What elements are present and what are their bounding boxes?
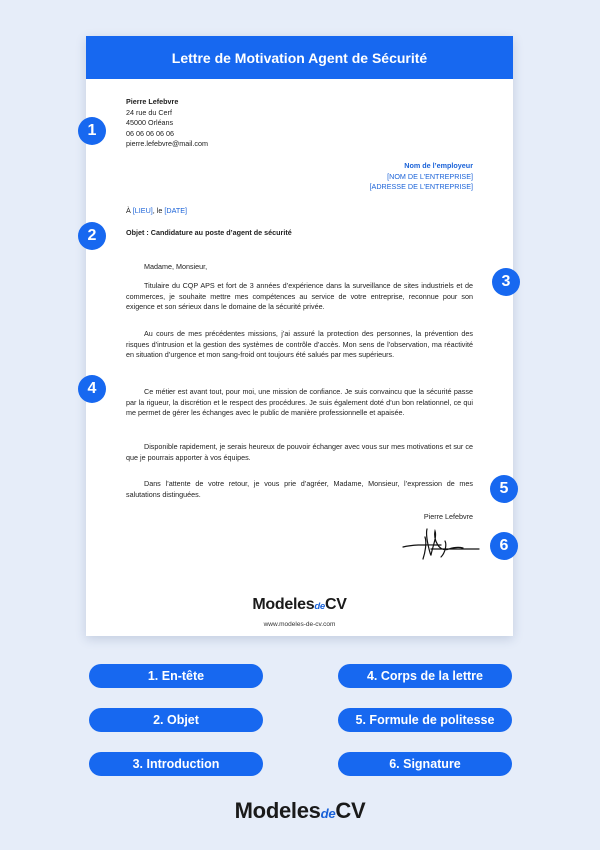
footer-brand-mid: de [320,806,336,821]
employer-address: [ADRESSE DE L’ENTREPRISE] [369,182,473,191]
paragraph-body-2: Ce métier est avant tout, pour moi, une mission de confiance. Je suis convaincu que la sécurité passe par la rigueur, la discrétion et le respect des procédures. Je suis également doté d’un bon relationnel, ce qui me permet de gérer les échanges avec le public de manière professionnelle et apaisée. [126,387,473,417]
marker-3: 3 [492,268,520,296]
salutation: Madame, Monsieur, [144,262,208,271]
date-placeholder: [DATE] [164,206,188,215]
legend-corps: 4. Corps de la lettre [338,664,512,688]
footer-brand-logo [0,798,600,824]
page-brand-mid: de [314,601,325,612]
subject-line: Objet : Candidature au poste d’agent de sécurité [126,228,292,237]
legend-en-tete: 1. En-tête [89,664,263,688]
letter-page [86,36,513,636]
letter-title: Lettre de Motivation Agent de Sécurité [86,36,513,79]
employer-name: Nom de l’employeur [404,161,473,170]
marker-5: 5 [490,475,518,503]
marker-1: 1 [78,117,106,145]
paragraph-body-3: Disponible rapidement, je serais heureux de pouvoir échanger avec vous sur mes motivations et sur ce que je pourrais apporter à vos équipes. [126,442,473,462]
paragraph-introduction: Titulaire du CQP APS et fort de 3 années d’expérience dans la surveillance de sites industriels et de commerces, je souhaite mettre mes compétences au service de votre entreprise, reconnue pour son exigence et son sérieux dans le domaine de la sécurité privée. [126,281,473,311]
employer-company: [NOM DE L’ENTREPRISE] [387,171,473,181]
legend-introduction: 3. Introduction [89,752,263,776]
place-date-middle: , le [152,206,165,215]
page-brand-right: CV [324,596,347,613]
sender-email: pierre.lefebvre@mail.com [126,139,208,148]
marker-6: 6 [490,532,518,560]
legend-formule: 5. Formule de politesse [338,708,512,732]
paragraph-body-1: Au cours de mes précédentes missions, j’ai assuré la protection des personnes, la prévention des risques d’intrusion et la gestion des systèmes de contrôle d’accès. Mon sens de l’observation, ma réactivité en situation d’urgence et mon sang-froid ont toujours été salués par mes supérieurs. [126,329,473,359]
page-url: www.modeles-de-cv.com [263,621,336,628]
sender-name: Pierre Lefebvre [126,97,179,106]
paragraph-closing: Dans l’attente de votre retour, je vous prie d’agréer, Madame, Monsieur, l’expression de mes salutations distinguées. [126,479,473,499]
marker-4: 4 [78,375,106,403]
employer-block [370,161,473,193]
page-brand-left: Modeles [252,596,315,613]
footer-brand-left: Modeles [234,798,321,823]
sender-phone: 06 06 06 06 06 [126,128,174,138]
marker-2: 2 [78,222,106,250]
handwritten-signature [401,523,481,563]
page-brand-logo [86,596,513,614]
place-date [126,206,187,217]
place-date-prefix: À [126,206,133,215]
sender-city: 45000 Orléans [126,118,174,127]
legend-signature: 6. Signature [338,752,512,776]
signature-name: Pierre Lefebvre [423,512,473,521]
place-placeholder: [LIEU] [132,206,153,215]
legend-objet: 2. Objet [89,708,263,732]
footer-brand-right: CV [335,798,366,823]
sender-address: 24 rue du Cerf [126,107,172,117]
sender-block [126,97,208,150]
